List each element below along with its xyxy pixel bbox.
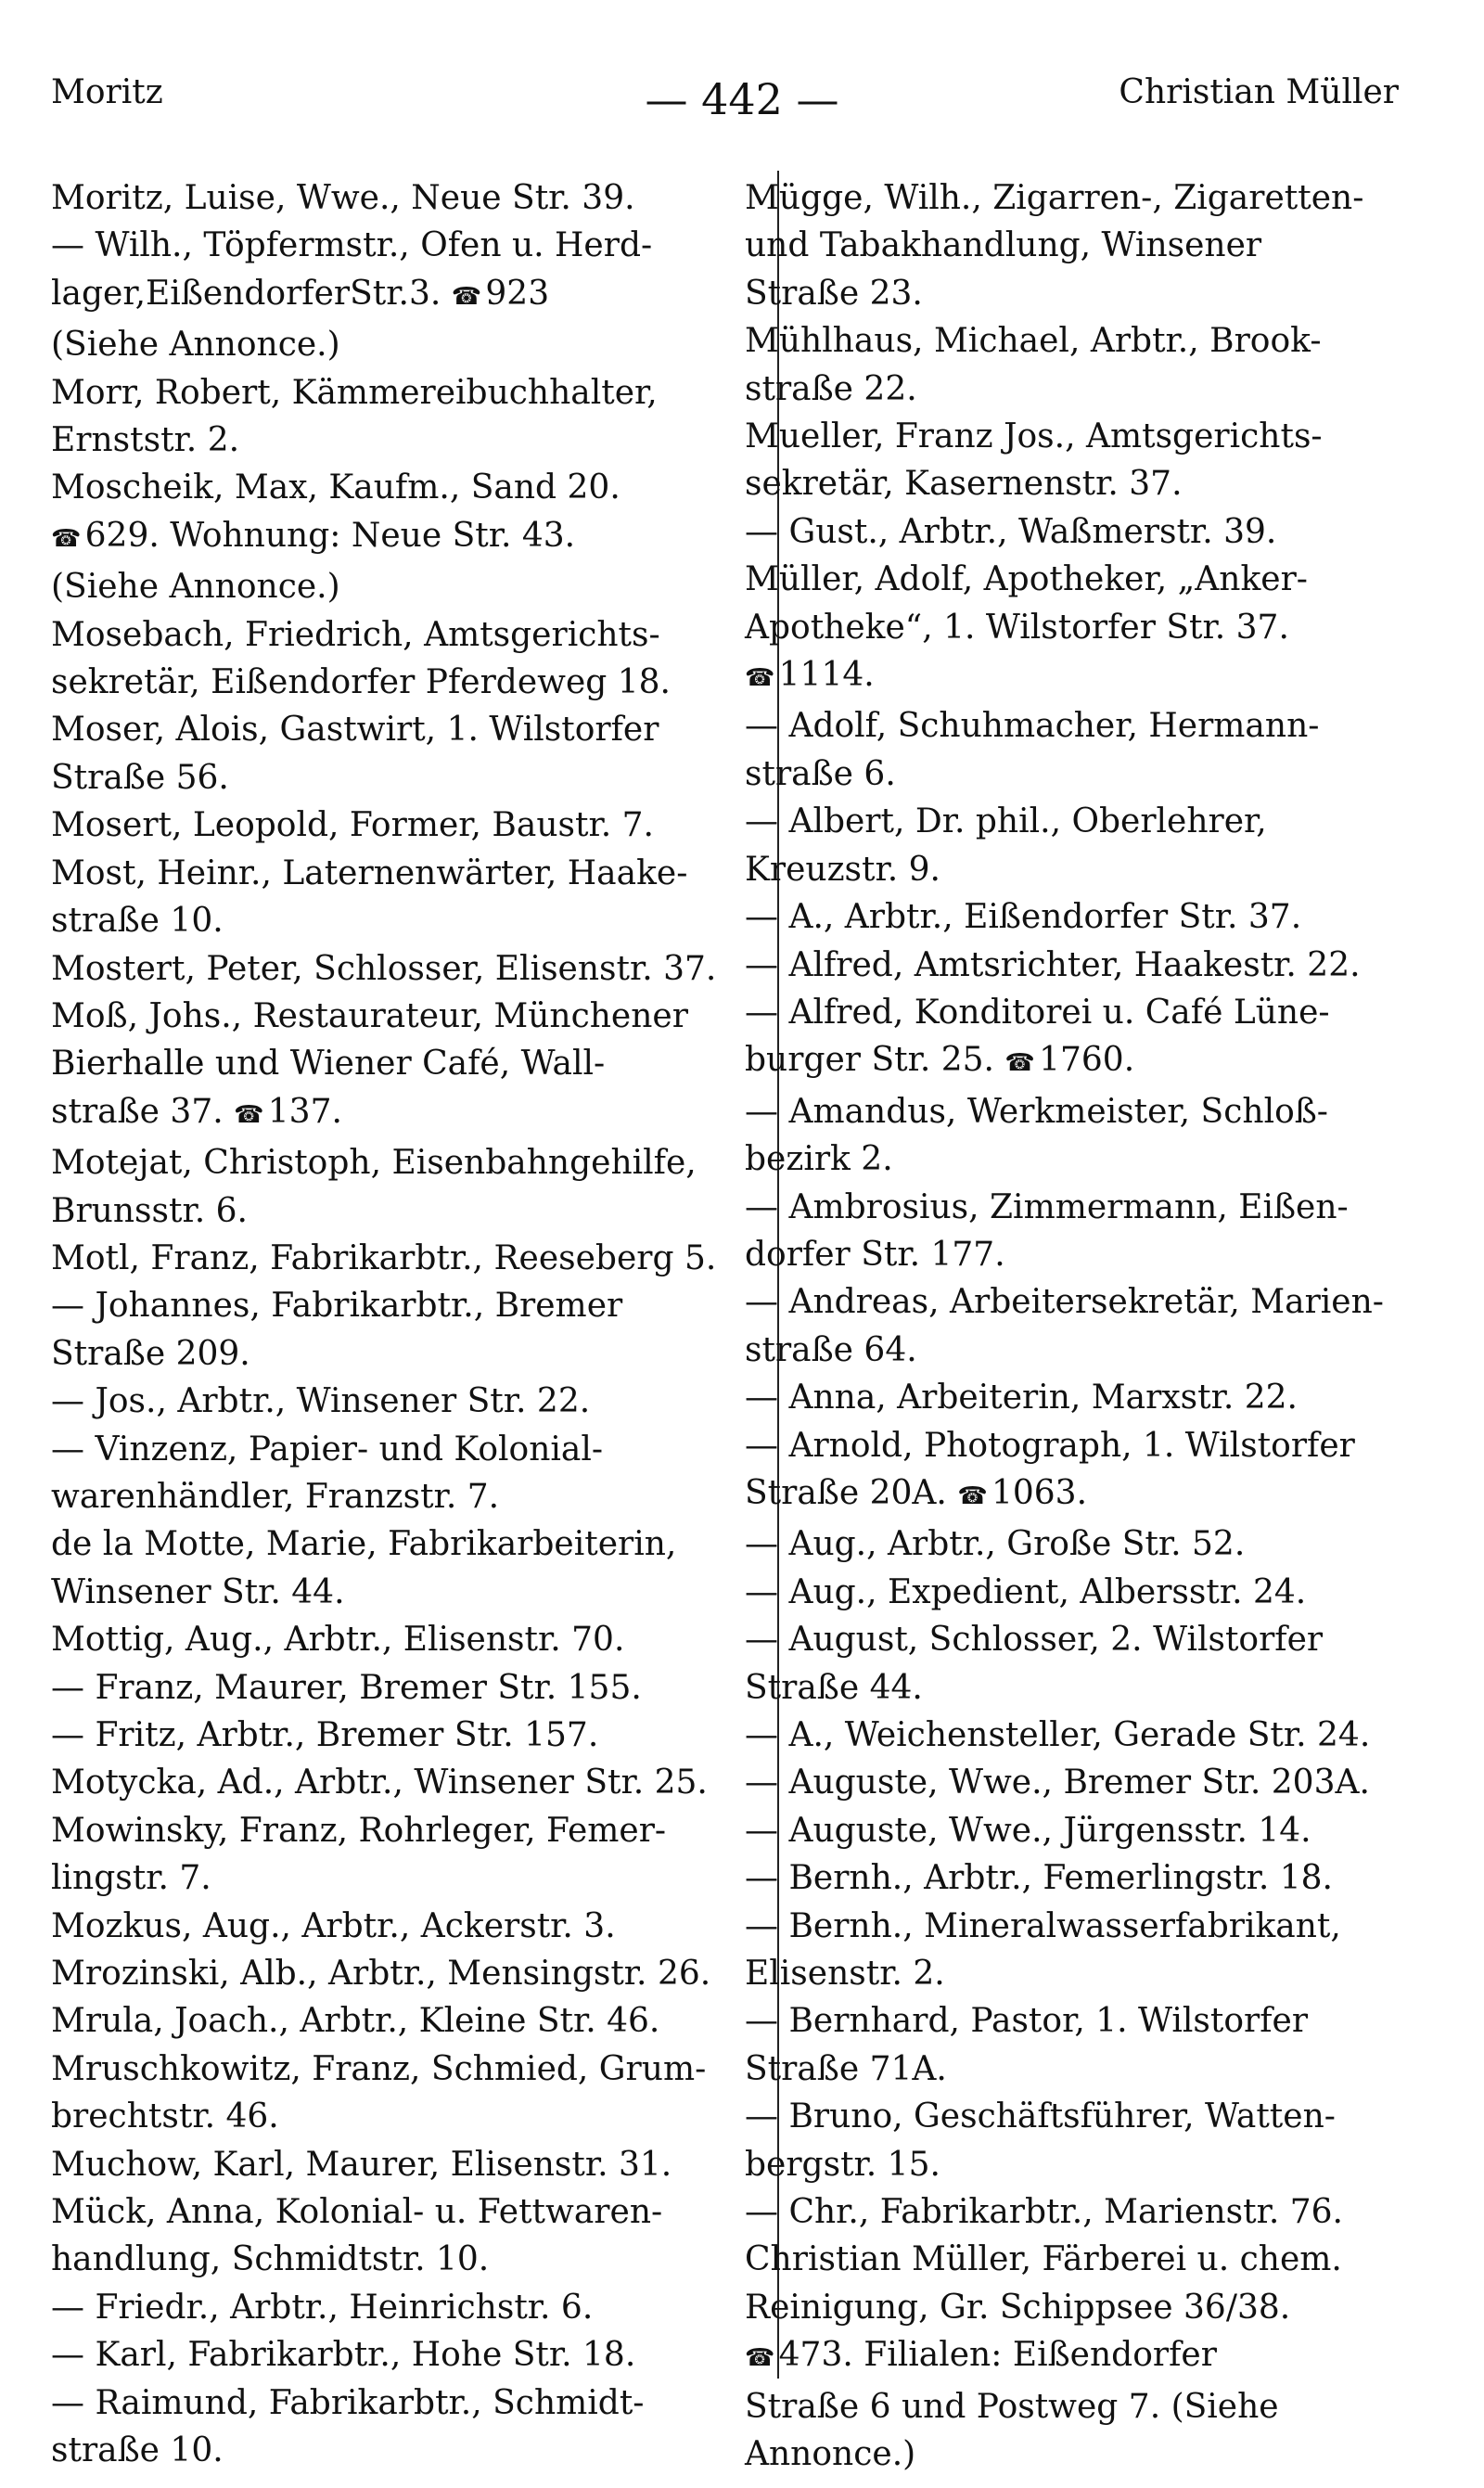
directory-entry	[745, 2188, 1426, 2236]
directory-entry	[51, 1378, 733, 1425]
entry-line	[51, 2046, 733, 2093]
entry-text: Winsener Str. 44.	[51, 1572, 345, 1611]
entry-text: — A., Arbtr., Eißendorfer Str. 37.	[745, 898, 1302, 937]
entry-text: — Jos., Arbtr., Winsener Str. 22.	[51, 1382, 591, 1421]
directory-entry	[51, 222, 733, 368]
directory-entry	[745, 174, 1426, 317]
entry-text: Motejat, Christoph, Eisenbahngehilfe,	[51, 1144, 697, 1183]
entry-text: — Alfred, Konditorei u. Café Lüne-	[745, 993, 1330, 1032]
phone-number: 1063.	[991, 1473, 1088, 1512]
entry-text: — Gust., Arbtr., Waßmerstr. 39.	[745, 512, 1277, 551]
entry-line	[745, 460, 1426, 507]
entry-text: — Aug., Expedient, Albersstr. 24.	[745, 1572, 1307, 1611]
entry-line	[745, 1088, 1426, 1135]
directory-entry	[745, 942, 1426, 989]
entry-text: Elisenstr. 2.	[745, 1955, 945, 1994]
entry-text: Muchow, Karl, Maurer, Elisenstr. 31.	[51, 2145, 672, 2184]
directory-entry	[51, 1712, 733, 1759]
entry-line	[51, 611, 733, 659]
entry-line	[745, 366, 1426, 413]
entry-text: — Fritz, Arbtr., Bremer Str. 157.	[51, 1716, 599, 1754]
entry-line	[745, 893, 1426, 941]
entry-text: — Auguste, Wwe., Jürgensstr. 14.	[745, 1811, 1311, 1850]
entry-text: Mrula, Joach., Arbtr., Kleine Str. 46.	[51, 2002, 660, 2041]
entry-text: Mueller, Franz Jos., Amtsgerichts-	[745, 417, 1323, 456]
directory-entry	[745, 1759, 1426, 1806]
entry-line	[51, 659, 733, 706]
entry-line	[745, 1135, 1426, 1183]
telephone-icon: ☎	[745, 2344, 779, 2373]
entry-text: warenhändler, Franzstr. 7.	[51, 1477, 500, 1516]
entry-text: Mrozinski, Alb., Arbtr., Mensingstr. 26.	[51, 1955, 711, 1994]
entry-line	[51, 1854, 733, 1902]
entry-line	[51, 2236, 733, 2283]
entry-line	[51, 1616, 733, 1663]
entry-text: Mruschkowitz, Franz, Schmied, Grum-	[51, 2049, 707, 2088]
telephone-icon: ☎	[234, 1100, 268, 1129]
directory-entry	[51, 2284, 733, 2331]
entry-line	[745, 2141, 1426, 2188]
entry-text: straße 22.	[745, 369, 917, 408]
entry-text: dorfer Str. 177.	[745, 1235, 1005, 1274]
directory-entry	[745, 1997, 1426, 2093]
directory-entry	[745, 798, 1426, 893]
entry-line	[51, 1088, 733, 1139]
entry-line	[51, 1807, 733, 1854]
entry-text: Mühlhaus, Michael, Arbtr., Brook-	[745, 322, 1322, 361]
directory-entry	[745, 413, 1426, 508]
entry-line	[745, 556, 1426, 603]
directory-entry	[745, 893, 1426, 941]
entry-text: burger Str. 25.	[745, 1041, 994, 1080]
telephone-icon: ☎	[451, 282, 486, 311]
entry-line	[745, 750, 1426, 798]
entry-text: 629. Wohnung: Neue Str. 43.	[84, 516, 576, 555]
directory-entry	[51, 706, 733, 802]
entry-text: 473. Filialen: Eißendorfer	[778, 2336, 1217, 2375]
directory-entry	[51, 850, 733, 945]
entry-line	[51, 222, 733, 269]
entry-line	[745, 2331, 1426, 2382]
entry-line	[745, 2188, 1426, 2236]
entry-text: (Siehe Annonce.)	[51, 326, 340, 365]
directory-entry	[51, 1235, 733, 1282]
entry-line	[51, 1473, 733, 1520]
directory-entry	[745, 1903, 1426, 1998]
entry-line	[745, 1997, 1426, 2045]
entry-text: — Andreas, Arbeitersekretär, Marien-	[745, 1283, 1384, 1322]
entry-line	[745, 2093, 1426, 2140]
directory-entry	[745, 989, 1426, 1088]
entry-text: Moscheik, Max, Kaufm., Sand 20.	[51, 468, 620, 507]
entry-line	[51, 369, 733, 417]
entry-line	[745, 989, 1426, 1036]
entry-line	[51, 1520, 733, 1568]
entry-text: — Raimund, Fabrikarbtr., Schmidt-	[51, 2383, 645, 2422]
entry-text: Apotheke“, 1. Wilstorfer Str. 37.	[745, 608, 1289, 647]
entry-text: Mowinsky, Franz, Rohrleger, Femer-	[51, 1811, 667, 1850]
running-head-left: Moritz	[51, 73, 163, 111]
entry-text: — A., Weichensteller, Gerade Str. 24.	[745, 1716, 1371, 1754]
entry-text: (Siehe Annonce.)	[51, 568, 340, 607]
phone-number: 1760.	[1039, 1041, 1135, 1080]
entry-text: — Arnold, Photograph, 1. Wilstorfer	[745, 1426, 1355, 1465]
entry-line	[745, 1807, 1426, 1854]
entry-text: — Franz, Maurer, Bremer Str. 155.	[51, 1668, 642, 1707]
left-column	[51, 174, 733, 2475]
entry-line	[745, 1469, 1426, 1520]
entry-text: Moß, Johs., Restaurateur, Münchener	[51, 996, 688, 1035]
entry-line	[745, 1569, 1426, 1616]
directory-entry	[745, 2236, 1426, 2478]
entry-line	[745, 174, 1426, 222]
entry-line	[51, 993, 733, 1040]
telephone-icon: ☎	[51, 524, 85, 553]
entry-line	[51, 1712, 733, 1759]
directory-entry	[51, 611, 733, 707]
directory-entry	[51, 2379, 733, 2475]
directory-entry	[745, 1278, 1426, 1374]
entry-text: Morr, Robert, Kämmereibuchhalter,	[51, 373, 658, 412]
entry-text: Müller, Adolf, Apotheker, „Anker-	[745, 560, 1308, 599]
entry-text: 1114.	[778, 656, 875, 695]
directory-entry	[745, 508, 1426, 556]
entry-line	[745, 604, 1426, 651]
entry-text: Straße 71A.	[745, 2049, 947, 2088]
telephone-icon: ☎	[745, 664, 779, 693]
entry-text: Mozkus, Aug., Arbtr., Ackerstr. 3.	[51, 1906, 616, 1945]
entry-text: — Chr., Fabrikarbtr., Marienstr. 76.	[745, 2193, 1343, 2232]
directory-entry	[51, 464, 733, 610]
entry-text: handlung, Schmidtstr. 10.	[51, 2240, 490, 2279]
directory-entry	[51, 2331, 733, 2379]
entry-line	[745, 2236, 1426, 2283]
directory-entry	[51, 1997, 733, 2045]
entry-line	[51, 1235, 733, 1282]
entry-text: Mügge, Wilh., Zigarren-, Zigaretten-	[745, 179, 1364, 217]
entry-line	[745, 1903, 1426, 1950]
entry-text: — Vinzenz, Papier- und Kolonial-	[51, 1430, 604, 1468]
entry-line	[745, 2046, 1426, 2093]
phone-number: 137.	[267, 1092, 342, 1131]
entry-line	[51, 1426, 733, 1473]
entry-line	[745, 1616, 1426, 1663]
entry-line	[51, 2284, 733, 2331]
directory-entry	[51, 1903, 733, 1950]
entry-line	[745, 798, 1426, 845]
entry-line	[51, 1139, 733, 1186]
entry-line	[745, 1854, 1426, 1902]
entry-text: — Amandus, Werkmeister, Schloß-	[745, 1092, 1328, 1131]
entry-text: straße 37.	[51, 1092, 224, 1131]
entry-text: Motycka, Ad., Arbtr., Winsener Str. 25.	[51, 1763, 708, 1802]
directory-entry	[745, 1616, 1426, 1712]
entry-line	[745, 1278, 1426, 1326]
entry-line	[51, 1759, 733, 1806]
directory-entry	[51, 1950, 733, 1997]
directory-entry	[51, 945, 733, 993]
entry-line	[745, 1520, 1426, 1568]
entry-text: straße 6.	[745, 754, 896, 793]
entry-text: bezirk 2.	[745, 1140, 893, 1179]
entry-text: Kreuzstr. 9.	[745, 850, 940, 889]
entry-line	[51, 417, 733, 464]
entry-text: Straße 23.	[745, 274, 923, 313]
entry-text: Brunsstr. 6.	[51, 1191, 248, 1230]
entry-line	[745, 1759, 1426, 1806]
entry-line	[51, 706, 733, 753]
telephone-icon: ☎	[957, 1481, 991, 1510]
entry-text: Straße 209.	[51, 1334, 250, 1373]
directory-entry	[745, 2093, 1426, 2188]
entry-text: Mosert, Leopold, Former, Baustr. 7.	[51, 806, 654, 845]
directory-entry	[745, 702, 1426, 798]
directory-entry	[745, 1854, 1426, 1902]
entry-line	[51, 850, 733, 897]
entry-line	[51, 2379, 733, 2427]
entry-line	[745, 317, 1426, 365]
directory-entry	[745, 1569, 1426, 1616]
entry-line	[745, 2383, 1426, 2430]
entry-text: Straße 56.	[51, 758, 229, 797]
entry-text: und Tabakhandlung, Winsener	[745, 226, 1262, 265]
entry-text: — Bernhard, Pastor, 1. Wilstorfer	[745, 2002, 1309, 2041]
entry-line	[745, 702, 1426, 750]
entry-line	[51, 464, 733, 511]
entry-text: — Anna, Arbeiterin, Marxstr. 22.	[745, 1379, 1298, 1417]
entry-text: Straße 6 und Postweg 7. (Siehe	[745, 2387, 1279, 2426]
directory-entry	[745, 1184, 1426, 1279]
entry-line	[745, 508, 1426, 556]
entry-text: — Bernh., Mineralwasserfabrikant,	[745, 1906, 1341, 1945]
directory-entry	[51, 1139, 733, 1235]
directory-entry	[51, 1520, 733, 1616]
entry-line	[51, 1040, 733, 1087]
entry-text: sekretär, Eißendorfer Pferdeweg 18.	[51, 663, 671, 702]
directory-entry	[51, 1759, 733, 1806]
entry-line	[51, 2141, 733, 2188]
running-head-right: Christian Müller	[1119, 73, 1399, 111]
entry-text: — Albert, Dr. phil., Oberlehrer,	[745, 802, 1267, 841]
directory-entry	[51, 1426, 733, 1521]
directory-entry	[51, 369, 733, 465]
entry-text: straße 10.	[51, 2431, 224, 2470]
directory-entry	[51, 2046, 733, 2141]
entry-line	[51, 1997, 733, 2045]
directory-entry	[745, 1088, 1426, 1184]
entry-text: Mück, Anna, Kolonial- u. Fettwaren-	[51, 2193, 663, 2232]
entry-text: — Friedr., Arbtr., Heinrichstr. 6.	[51, 2288, 594, 2327]
directory-entry	[51, 1282, 733, 1378]
entry-line	[745, 222, 1426, 269]
entry-text: straße 64.	[745, 1330, 917, 1369]
right-column	[745, 174, 1426, 2479]
entry-text: Christian Müller, Färberei u. chem.	[745, 2240, 1342, 2279]
directory-entry	[51, 802, 733, 849]
entry-text: — Alfred, Amtsrichter, Haakestr. 22.	[745, 945, 1361, 984]
entry-text: Mottig, Aug., Arbtr., Elisenstr. 70.	[51, 1621, 625, 1660]
entry-text: — Johannes, Fabrikarbtr., Bremer	[51, 1287, 623, 1326]
directory-entry	[51, 1616, 733, 1663]
directory-entry	[745, 1520, 1426, 1568]
entry-text: de la Motte, Marie, Fabrikarbeiterin,	[51, 1525, 677, 1564]
entry-line	[51, 2427, 733, 2474]
directory-entry	[745, 556, 1426, 702]
entry-line	[51, 512, 733, 563]
directory-entry	[51, 174, 733, 222]
entry-line	[745, 942, 1426, 989]
entry-text: Straße 44.	[745, 1668, 923, 1707]
entry-line	[745, 1712, 1426, 1759]
entry-line	[745, 413, 1426, 460]
entry-text: — Bruno, Geschäftsführer, Watten-	[745, 2097, 1336, 2136]
entry-text: Bierhalle und Wiener Café, Wall-	[51, 1045, 606, 1084]
entry-text: — Aug., Arbtr., Große Str. 52.	[745, 1525, 1246, 1564]
entry-text: bergstr. 15.	[745, 2145, 940, 2184]
entry-text: — Ambrosius, Zimmermann, Eißen-	[745, 1187, 1349, 1226]
entry-text: — Karl, Fabrikarbtr., Hohe Str. 18.	[51, 2336, 636, 2375]
entry-line	[51, 1903, 733, 1950]
entry-line	[51, 2188, 733, 2236]
directory-entry	[51, 1807, 733, 1903]
entry-text: Moser, Alois, Gastwirt, 1. Wilstorfer	[51, 711, 659, 750]
entry-text: Ernststr. 2.	[51, 421, 240, 460]
entry-text: Reinigung, Gr. Schippsee 36/38.	[745, 2288, 1291, 2327]
entry-text: straße 10.	[51, 902, 224, 941]
entry-line	[51, 1569, 733, 1616]
entry-line	[51, 2093, 733, 2140]
directory-entry	[745, 1807, 1426, 1854]
entry-text: Moritz, Luise, Wwe., Neue Str. 39.	[51, 179, 635, 217]
entry-line	[51, 897, 733, 944]
entry-line	[745, 846, 1426, 893]
entry-line	[745, 1036, 1426, 1087]
entry-text: Mosebach, Friedrich, Amtsgerichts-	[51, 615, 660, 654]
directory-entry	[745, 1374, 1426, 1421]
phone-number: 923	[485, 274, 550, 313]
entry-text: sekretär, Kasernenstr. 37.	[745, 465, 1183, 504]
entry-text: — Bernh., Arbtr., Femerlingstr. 18.	[745, 1859, 1333, 1898]
directory-entry	[51, 993, 733, 1139]
entry-line	[745, 1664, 1426, 1712]
entry-line	[51, 1187, 733, 1235]
entry-text: brechtstr. 46.	[51, 2097, 279, 2136]
entry-text: — August, Schlosser, 2. Wilstorfer	[745, 1621, 1324, 1660]
page-number: — 442 —	[645, 74, 839, 124]
entry-line	[745, 1422, 1426, 1469]
entry-line	[51, 563, 733, 610]
entry-line	[745, 651, 1426, 702]
entry-line	[51, 945, 733, 993]
entry-text: Most, Heinr., Laternenwärter, Haake-	[51, 853, 688, 892]
directory-entry	[745, 317, 1426, 413]
entry-line	[51, 802, 733, 849]
entry-line	[51, 1282, 733, 1329]
entry-line	[745, 1231, 1426, 1278]
entry-line	[745, 1950, 1426, 1997]
directory-entry	[51, 2188, 733, 2284]
entry-line	[51, 1378, 733, 1425]
entry-text: Straße 20A.	[745, 1473, 947, 1512]
entry-line	[51, 1330, 733, 1378]
directory-entry	[51, 1664, 733, 1712]
entry-line	[745, 1374, 1426, 1421]
telephone-icon: ☎	[1004, 1049, 1040, 1078]
directory-entry	[51, 2141, 733, 2188]
entry-text: Motl, Franz, Fabrikarbtr., Reeseberg 5.	[51, 1238, 717, 1277]
entry-text: lager,EißendorferStr.3.	[51, 274, 441, 313]
entry-text: Mostert, Peter, Schlosser, Elisenstr. 37.	[51, 949, 717, 988]
entry-line	[745, 2284, 1426, 2331]
entry-line	[51, 1950, 733, 1997]
directory-entry	[745, 1422, 1426, 1521]
entry-line	[745, 1327, 1426, 1374]
entry-text: — Wilh., Töpfermstr., Ofen u. Herd-	[51, 226, 653, 265]
entry-text: lingstr. 7.	[51, 1859, 211, 1898]
entry-text: Annonce.)	[745, 2435, 916, 2474]
entry-line	[745, 270, 1426, 317]
entry-line	[51, 174, 733, 222]
entry-line	[51, 321, 733, 368]
directory-entry	[745, 1712, 1426, 1759]
entry-line	[51, 754, 733, 802]
entry-line	[51, 2331, 733, 2379]
entry-text: — Auguste, Wwe., Bremer Str. 203A.	[745, 1763, 1370, 1802]
entry-line	[745, 1184, 1426, 1231]
entry-text: — Adolf, Schuhmacher, Hermann-	[745, 707, 1320, 746]
entry-line	[745, 2430, 1426, 2478]
entry-line	[51, 1664, 733, 1712]
entry-line	[51, 270, 733, 321]
